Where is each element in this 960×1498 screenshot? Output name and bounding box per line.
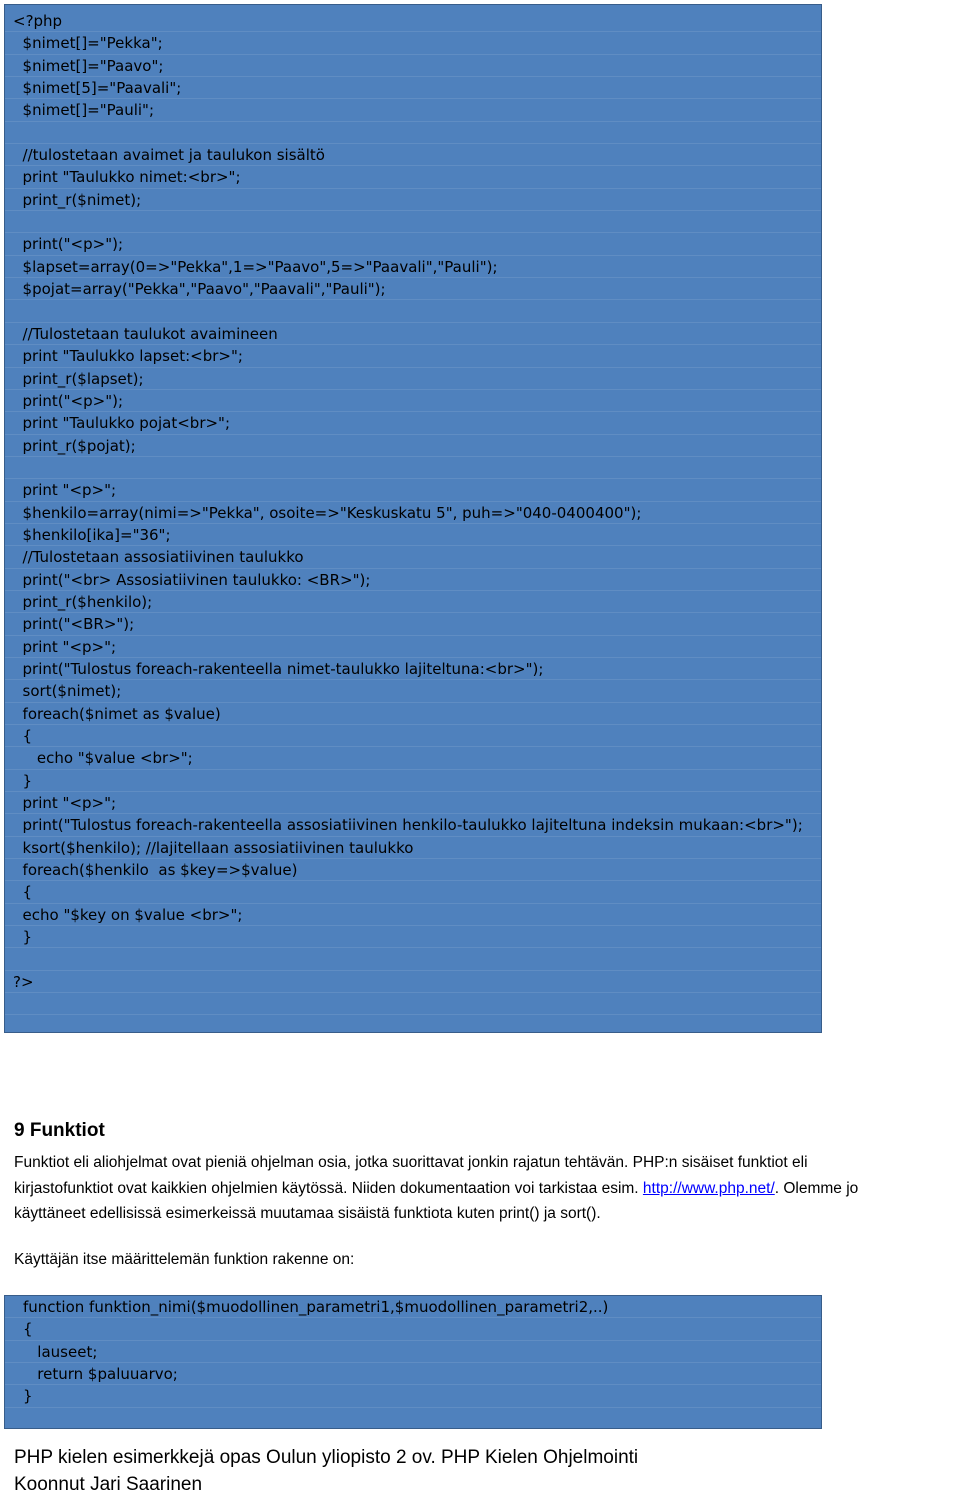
code-line: sort($nimet); <box>5 680 821 702</box>
code-line: $nimet[]="Pauli"; <box>5 99 821 121</box>
code-line <box>5 993 821 1015</box>
code-line: $henkilo[ika]="36"; <box>5 524 821 546</box>
code-line: print("<p>"); <box>5 390 821 412</box>
code-line: print_r($henkilo); <box>5 591 821 613</box>
code-line: print("Tulostus foreach-rakenteella assosiatiivinen henkilo-taulukko lajiteltuna indeksin mukaan:<br>"); <box>5 814 821 836</box>
code-line: $pojat=array("Pekka","Paavo","Paavali","Pauli"); <box>5 278 821 300</box>
code-line: ksort($henkilo); //lajitellaan assosiatiivinen taulukko <box>5 837 821 859</box>
code-line: echo "$key on $value <br>"; <box>5 904 821 926</box>
footer-line: Koonnut Jari Saarinen <box>14 1474 203 1495</box>
code-line: lauseet; <box>5 1341 821 1363</box>
code-line: print "Taulukko pojat<br>"; <box>5 412 821 434</box>
section-heading: 9 Funktiot <box>14 1120 105 1141</box>
code-line: print_r($pojat); <box>5 435 821 457</box>
code-line: print "<p>"; <box>5 792 821 814</box>
code-line <box>5 948 821 970</box>
code-line: //tulostetaan avaimet ja taulukon sisältö <box>5 144 821 166</box>
code-line <box>5 211 821 233</box>
code-line: } <box>5 926 821 948</box>
page-footer <box>14 1444 638 1498</box>
code-line: $nimet[]="Paavo"; <box>5 55 821 77</box>
code-line: $lapset=array(0=>"Pekka",1=>"Paavo",5=>"Paavali","Pauli"); <box>5 256 821 278</box>
function-structure-paragraph: Käyttäjän itse määrittelemän funktion rakenne on: <box>14 1251 355 1268</box>
code-block-function-syntax <box>4 1295 822 1429</box>
paragraph-text: . Olemme jo <box>774 1179 859 1197</box>
code-line: print("<p>"); <box>5 233 821 255</box>
code-line: ?> <box>5 971 821 993</box>
paragraph-line: Funktiot eli aliohjelmat ovat pieniä ohjelman osia, jotka suorittavat jonkin rajatun tehtävän. PHP:n sisäiset funktiot eli <box>14 1154 808 1171</box>
code-line: print "<p>"; <box>5 636 821 658</box>
code-line: $henkilo=array(nimi=>"Pekka", osoite=>"Keskuskatu 5", puh=>"040-0400400"); <box>5 502 821 524</box>
paragraph-line <box>14 1176 960 1202</box>
code-line: { <box>5 881 821 903</box>
code-line: //Tulostetaan assosiatiivinen taulukko <box>5 546 821 568</box>
code-line: echo "$value <br>"; <box>5 747 821 769</box>
code-line: <?php <box>5 10 821 32</box>
code-line: } <box>5 770 821 792</box>
paragraph-text: kirjastofunktiot ovat kaikkien ohjelmien käytössä. Niiden dokumentaation voi tarkistaa esim. <box>14 1179 643 1197</box>
code-line <box>5 1015 821 1037</box>
code-line: print "Taulukko lapset:<br>"; <box>5 345 821 367</box>
code-line: print("Tulostus foreach-rakenteella nimet-taulukko lajiteltuna:<br>"); <box>5 658 821 680</box>
code-line: $nimet[5]="Paavali"; <box>5 77 821 99</box>
code-line <box>5 457 821 479</box>
code-line <box>5 122 821 144</box>
code-line: { <box>5 725 821 747</box>
code-line: function funktion_nimi($muodollinen_parametri1,$muodollinen_parametri2,..) <box>5 1296 821 1318</box>
code-line: foreach($henkilo as $key=>$value) <box>5 859 821 881</box>
code-line: print("<br> Assosiatiivinen taulukko: <BR>"); <box>5 569 821 591</box>
code-line: print "Taulukko nimet:<br>"; <box>5 166 821 188</box>
php-net-link[interactable]: http://www.php.net/ <box>642 1179 775 1197</box>
code-line: print_r($nimet); <box>5 189 821 211</box>
code-line: $nimet[]="Pekka"; <box>5 32 821 54</box>
code-line: foreach($nimet as $value) <box>5 703 821 725</box>
code-block-php-arrays <box>4 4 822 1033</box>
code-line <box>5 300 821 322</box>
code-line: { <box>5 1318 821 1340</box>
code-line: print_r($lapset); <box>5 368 821 390</box>
code-line: print("<BR>"); <box>5 613 821 635</box>
paragraph-line: käyttäneet edellisissä esimerkeissä muutamaa sisäistä funktiota kuten print() ja sort(). <box>14 1205 601 1222</box>
code-line: //Tulostetaan taulukot avaimineen <box>5 323 821 345</box>
code-line: } <box>5 1385 821 1407</box>
functions-intro-paragraph <box>14 1150 960 1227</box>
code-line: print "<p>"; <box>5 479 821 501</box>
footer-line: PHP kielen esimerkkejä opas Oulun yliopisto 2 ov. PHP Kielen Ohjelmointi <box>14 1447 639 1468</box>
code-line <box>5 1408 821 1430</box>
code-line: return $paluuarvo; <box>5 1363 821 1385</box>
